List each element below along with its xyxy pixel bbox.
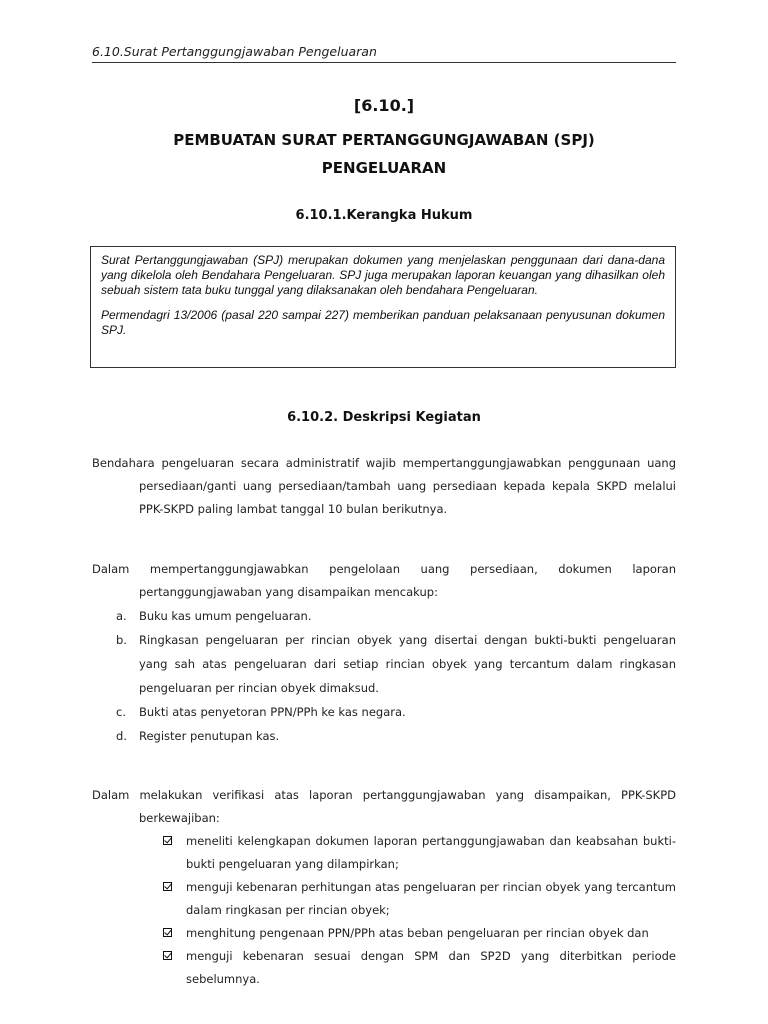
list-item xyxy=(92,700,676,724)
legal-box-paragraph: Permendagri 13/2006 (pasal 220 sampai 227) memberikan panduan pelaksanaan penyusunan dokumen SPJ. xyxy=(101,308,665,337)
list-item-text: Register penutupan kas. xyxy=(139,729,280,743)
checklist-item xyxy=(139,830,676,876)
list-item-text: Bukti atas penyetoran PPN/PPh ke kas negara. xyxy=(139,705,406,719)
checked-box-icon xyxy=(163,951,172,960)
list-marker: a. xyxy=(116,609,127,623)
list-item xyxy=(92,724,676,748)
paragraph-first-line: Dalam melakukan verifikasi atas laporan pertanggungjawaban yang disampaikan, PPK-SKPD xyxy=(92,788,676,802)
paragraph-continuation: pertanggungjawaban yang disampaikan mencakup: xyxy=(139,585,438,599)
running-header: 6.10.Surat Pertanggungjawaban Pengeluaran xyxy=(92,44,676,63)
checked-box-icon xyxy=(163,882,172,891)
verification-checklist xyxy=(139,830,676,991)
title-line-1: PEMBUATAN SURAT PERTANGGUNGJAWABAN (SPJ) xyxy=(173,131,595,149)
legal-framework-box xyxy=(90,246,676,368)
checked-box-icon xyxy=(163,836,172,845)
checklist-item xyxy=(139,922,676,945)
paragraph-continuation: berkewajiban: xyxy=(139,811,220,825)
legal-box-paragraph: Surat Pertanggungjawaban (SPJ) merupakan dokumen yang menjelaskan penggunaan dari dana-dana yang dikelola oleh Bendahara Pengeluaran. SPJ juga merupakan laporan keuangan yang dihasilkan oleh sebuah sistem tata buku tunggal yang dilaksanakan oleh bendahara Pengeluaran. xyxy=(101,253,665,297)
paragraph-continuation: persediaan/ganti uang persediaan/tambah uang persediaan kepada kepala SKPD melalui PPK-SKPD paling lambat tanggal 10 bulan berikutnya. xyxy=(139,479,676,516)
paragraph-bendahara xyxy=(92,452,676,521)
list-item-text: Ringkasan pengeluaran per rincian obyek yang disertai dengan bukti-bukti pengeluaran yang sah atas pengeluaran dari setiap rincian obyek yang tercantum dalam ringkasan pengeluaran per rincian obyek dimaksud. xyxy=(139,633,676,695)
document-title xyxy=(92,92,676,182)
title-line-2: PENGELUARAN xyxy=(321,159,447,177)
checklist-item-text: menguji kebenaran sesuai dengan SPM dan SP2D yang diterbitkan periode sebelumnya. xyxy=(186,949,676,986)
paragraph-first-line: Bendahara pengeluaran secara administratif wajib mempertanggungjawabkan penggunaan uang xyxy=(92,456,676,470)
list-item-text: Buku kas umum pengeluaran. xyxy=(139,609,312,623)
checklist-item-text: menguji kebenaran perhitungan atas pengeluaran per rincian obyek yang tercantum dalam ringkasan per rincian obyek; xyxy=(186,880,676,917)
list-marker: b. xyxy=(116,633,127,647)
document-list xyxy=(92,604,676,748)
list-marker: c. xyxy=(116,705,126,719)
checklist-item xyxy=(139,945,676,991)
checklist-item xyxy=(139,876,676,922)
paragraph-verifikasi xyxy=(92,784,676,830)
list-item xyxy=(92,604,676,628)
checked-box-icon xyxy=(163,928,172,937)
title-number: [6.10.] xyxy=(353,96,415,115)
checklist-item-text: meneliti kelengkapan dokumen laporan pertanggungjawaban dan keabsahan bukti-bukti pengeluaran yang dilampirkan; xyxy=(186,834,676,871)
paragraph-first-line: Dalam mempertanggungjawabkan pengelolaan uang persediaan, dokumen laporan xyxy=(92,562,676,576)
paragraph-dokumen-laporan xyxy=(92,558,676,604)
list-marker: d. xyxy=(116,729,127,743)
list-item xyxy=(92,628,676,700)
checklist-item-text: menghitung pengenaan PPN/PPh atas beban pengeluaran per rincian obyek dan xyxy=(186,926,649,940)
section-heading-deskripsi-kegiatan: 6.10.2. Deskripsi Kegiatan xyxy=(287,410,481,425)
section-heading-kerangka-hukum: 6.10.1.Kerangka Hukum xyxy=(295,208,473,223)
